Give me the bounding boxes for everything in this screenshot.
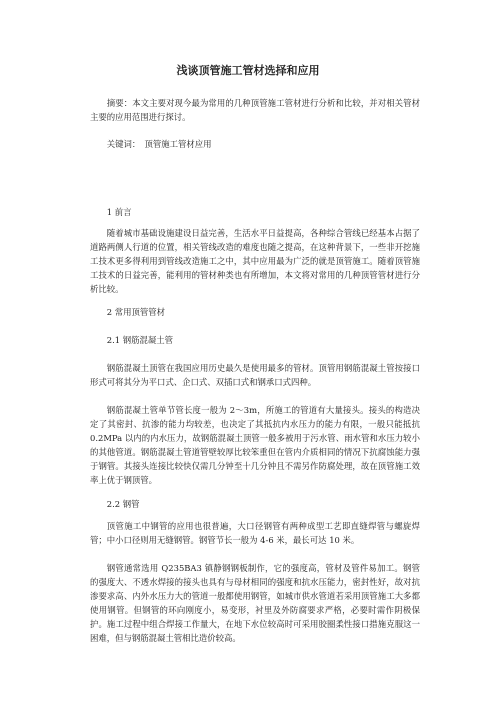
- section-2-heading: 2 常用顶管管材: [106, 307, 166, 317]
- section-1-heading: 1 前言: [106, 207, 132, 217]
- section-2-2-heading: 2.2 钢管: [106, 499, 140, 509]
- section-1-paragraph: 随着城市基础设施建设日益完善，生活水平日益提高，各种综合管线已经基本占据了道路两侧人行道的位置，相关管线改造的难度也随之提高，在这种背景下，一些非开挖施工技术更多得利用到管线改造施工之中，其中应用最为广泛的就是顶管施工。随着顶管施工技术的日益完善，能利用的管材种类也有所增加，本文将对常用的几种顶管管材进行分析比较。: [90, 228, 420, 294]
- abstract: 摘要：本文主要对现今最为常用的几种顶管施工管材进行分析和比较，并对相关管材主要的应用范围进行探讨。: [90, 98, 420, 122]
- document-title: 浅谈顶管施工管材选择和应用: [176, 64, 320, 77]
- section-2-1-heading: 2.1 钢筋混凝土管: [106, 335, 174, 345]
- section-2-1-paragraph-2: 钢筋混凝土管单节管长度一般为 2～3m，所施工的管道有大量接头。接头的构造决定了其密封、抗渗的能力均较差，也决定了其抵抗内水压力的能力有限，一般只能抵抗 0.2MPa 以内的内水压力，故钢筋混凝土顶管一般多被用于污水管、雨水管和水压力较小的其他管道。钢筋混凝土管道管壁较厚比较笨重但在管内介质相同的情况下抗腐蚀能力强于钢管。其接头连接比较快仅需几分钟至十几分钟且不需另作防腐处理，故在顶管施工效率上优于钢顶管。: [90, 405, 420, 485]
- keywords: 关键词： 顶管施工管材应用: [106, 139, 212, 149]
- section-2-2-paragraph-2: 钢管通常选用 Q235BA3 镇静钢钢板制作，它的强度高，管材及管件易加工。钢管的强度大、不透水焊接的接头也具有与母材相同的强度和抗水压能力，密封性好，故对抗渗要求高、内外水压力大的管道一般都使用钢管，如城市供水管道若采用顶管施工大多都使用钢管。但钢管的环向刚度小，易变形，衬里及外防腐要求严格，必要时需作阴极保护。施工过程中组合焊接工作量大，在地下水位较高时可采用胶圈柔性接口措施克服这一困难，但与钢筋混凝土管相比造价较高。: [90, 563, 420, 643]
- section-2-1-paragraph-1: 钢筋混凝土顶管在我国应用历史最久是使用最多的管材。顶管用钢筋混凝土管按接口形式可将其分为平口式、企口式、双插口式和钢承口式四种。: [90, 363, 420, 387]
- section-2-2-paragraph-1: 顶管施工中钢管的应用也很普遍，大口径钢管有两种成型工艺即直缝焊管与螺旋焊管；中小口径则用无缝钢管。钢管节长一般为 4-6 米，最长可达 10 米。: [90, 521, 420, 545]
